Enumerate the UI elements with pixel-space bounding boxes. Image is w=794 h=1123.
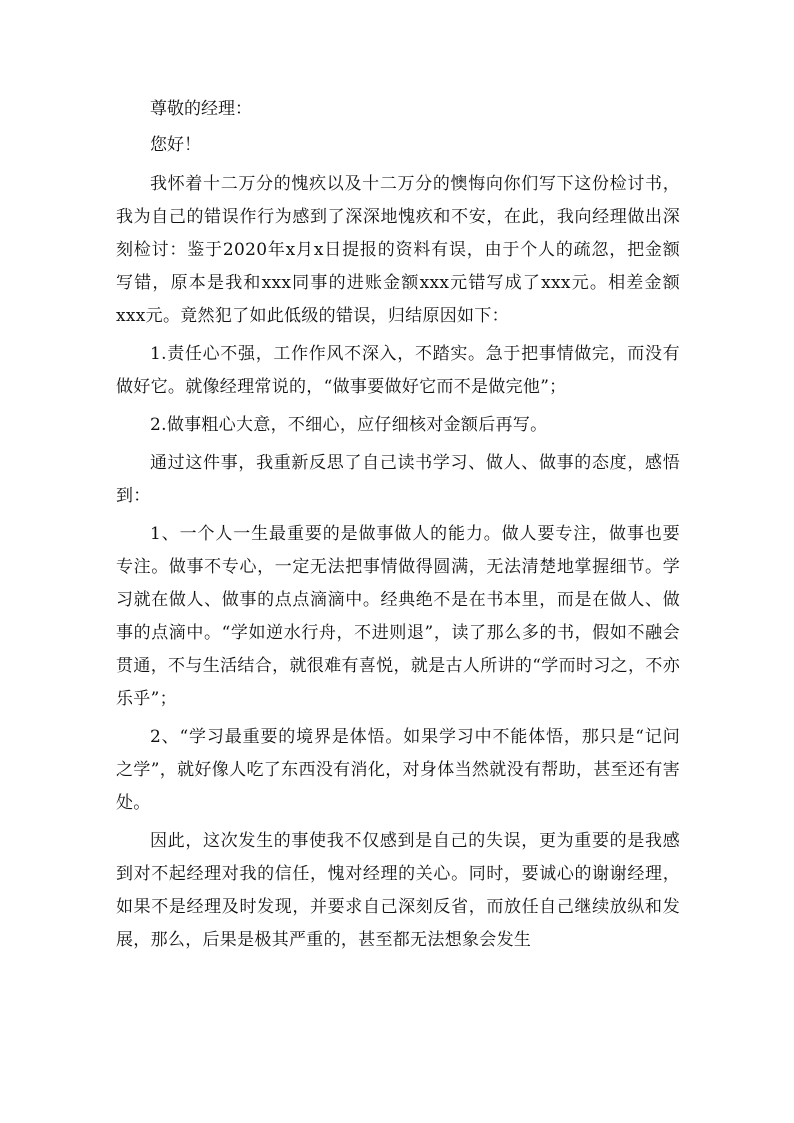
paragraph-reason-1: 1.责任心不强，工作作风不深入，不踏实。急于把事情做完，而没有做好它。就像经理常说的，“做事要做好它而不是做完他”；	[116, 344, 680, 397]
paragraph-reason-2: 2.做事粗心大意，不细心，应仔细核对金额后再写。	[150, 415, 548, 435]
paragraph-conclusion: 因此，这次发生的事使我不仅感到是自己的失误，更为重要的是我感到对不起经理对我的信任，愧对经理的关心。同时，要诚心的谢谢经理，如果不是经理及时发现，并要求自己深刻反省，而放任自己继续放纵和发展，那么，后果是极其严重的，甚至都无法想象会发生	[116, 831, 680, 950]
salutation: 尊敬的经理：	[150, 99, 252, 119]
document-body	[116, 96, 680, 957]
paragraph-intro: 我怀着十二万分的愧疚以及十二万分的懊悔向你们写下这份检讨书，我为自己的错误作行为感到了深深地愧疚和不安，在此，我向经理做出深刻检讨：鉴于2020年x月x日提报的资料有误，由于个人的疏忽，把金额写错，原本是我和xxx同事的进账金额xxx元错写成了xxx元。相差金额xxx元。竟然犯了如此低级的错误，归结原因如下：	[116, 174, 680, 326]
paragraph-reflection: 通过这件事，我重新反思了自己读书学习、做人、做事的态度，感悟到：	[116, 453, 680, 506]
paragraph-insight-2: 2、“学习最重要的境界是体悟。如果学习中不能体悟，那只是“记问之学”，就好像人吃了东西没有消化，对身体当然就没有帮助，甚至还有害处。	[116, 727, 680, 813]
paragraph-insight-1: 1、一个人一生最重要的是做事做人的能力。做人要专注，做事也要专注。做事不专心，一定无法把事情做得圆满，无法清楚地掌握细节。学习就在做人、做事的点点滴滴中。经典绝不是在书本里，而是在做人、做事的点滴中。“学如逆水行舟，不进则退”，读了那么多的书，假如不融会贯通，不与生活结合，就很难有喜悦，就是古人所讲的“学而时习之，不亦乐乎”；	[116, 524, 680, 709]
greeting: 您好！	[150, 135, 201, 155]
